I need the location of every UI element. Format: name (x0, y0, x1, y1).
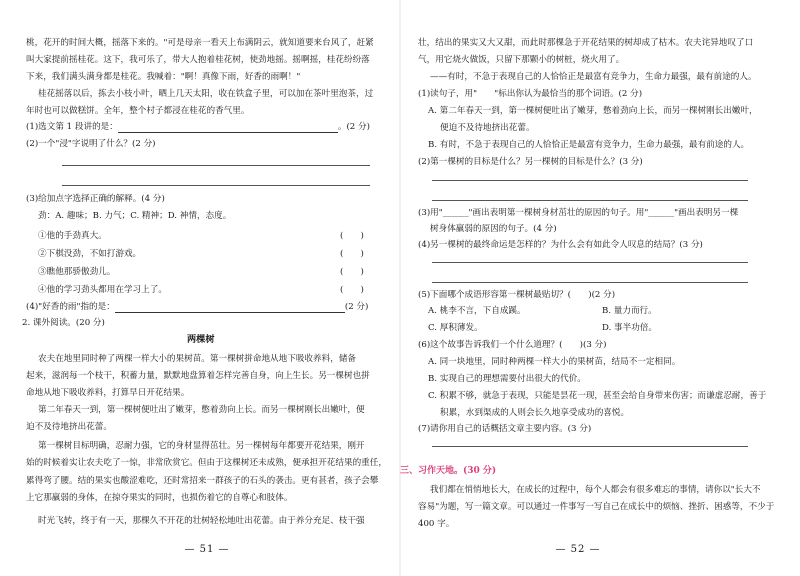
story-line: 累得弯了腰。结的果实也酸涩难吃，还时常招来一群孩子的石头的袭击。更有甚者，孩子会攀 (26, 476, 379, 486)
answer-line[interactable] (62, 185, 370, 186)
q6-option: 积累，水到渠成的人则会长久地享受成功的喜悦。 (440, 408, 630, 418)
story-line: 壮，结出的果实又大又甜，而此时那棵急于开花结果的树却成了枯木。农夫诧异地叹了口 (418, 38, 754, 48)
text-line: 年时也可以做糕饼。全年，整个村子都浸在桂花的香气里。 (26, 106, 250, 116)
question-4: (4)"好香的雨"指的是： (2 分) (26, 302, 369, 312)
text-line: 桂花摇落以后，拣去小枝小叶，晒上几天太阳，收在铁盒子里，可以加在茶叶里泡茶，过 (38, 89, 374, 99)
answer-line[interactable] (432, 262, 748, 263)
page-number: — 51 — (184, 544, 230, 555)
answer-line[interactable] (432, 282, 748, 283)
q6-option[interactable]: C. 积累不够，就急于表现，只能是昙花一现，甚至会给自身带来伤害；而谦虚忍耐，善于 (428, 391, 767, 401)
question-5: (5)下面哪个成语形容第一棵树最贴切？( )(2 分) (418, 290, 616, 300)
story-line: 农夫在地里同时种了两棵一样大小的果树苗。第一棵树拼命地从地下吸收养料，储备 (38, 354, 356, 364)
answer-paren[interactable]: ( ) (340, 285, 364, 295)
answer-line[interactable] (62, 165, 370, 166)
page-gutter (399, 0, 401, 576)
question-2: (2)一个"浸"字说明了什么？(2 分) (26, 139, 156, 149)
question-1: (1)选文第 1 段讲的是： 。(2 分) (26, 122, 370, 132)
q5-option[interactable]: A. 桃李不言，下自成蹊。 (428, 306, 526, 316)
answer-paren[interactable]: ( ) (340, 249, 364, 259)
story-title: 两棵树 (187, 334, 215, 345)
part-2-heading: 2. 课外阅读。(20 分) (22, 318, 105, 328)
story-line: 第二年春天一到，第一棵树便吐出了嫩芽，憋着劲向上长。而另一棵树刚长出嫩叶，便 (38, 405, 365, 415)
q6-option[interactable]: B. 实现自己的理想需要付出很大的代价。 (428, 374, 586, 384)
page-52 (400, 0, 788, 576)
q5-option[interactable]: C. 厚积薄发。 (428, 323, 483, 333)
text-line: 桃，花开的时间大概，摇落下来的。"可是母亲一看天上布满阴云，就知道要来台风了，赶紧 (26, 38, 374, 48)
question-7: (7)请你用自己的话概括文章主要内容。(3 分) (418, 424, 592, 434)
q1-option-b: B. 有时，不急于表现自己的人恰恰正是最富有竞争力，生命力最强，最有前途的人。 (428, 140, 750, 150)
story-line: 起来，滋润每一个枝干，积蓄力量，默默地盘算着怎样完善自身，向上生长。另一棵树也拼 (26, 371, 370, 381)
text-line: 叫大家提前摇桂花。这下，我可乐了，带大人抱着桂花树，使劲地摇。摇啊摇，桂花纷纷落 (26, 55, 370, 65)
q5-option[interactable]: B. 量力而行。 (602, 306, 657, 316)
q1-option-a: A. 第二年春天一到，第一棵树便吐出了嫩芽，憋着劲向上长，而另一棵树刚长出嫩叶， (428, 106, 758, 116)
story-line: ——有时，不急于表现自己的人恰恰正是最富有竞争力，生命力最强，最有前途的人。 (430, 72, 757, 82)
question-3: 树身体羸弱的原因的句子。(4 分) (430, 224, 557, 234)
q5-option[interactable]: D. 事半功倍。 (602, 323, 658, 333)
essay-prompt: 400 字。 (418, 519, 455, 529)
page-number: — 52 — (555, 544, 601, 555)
essay-prompt: 容易"为题，写一篇文章。可以通过一件事写一写自己在成长中的烦恼、挫折、困惑等，不少于 (418, 502, 775, 512)
question-2: (2)第一棵树的目标是什么？另一棵树的目标是什么？(3 分) (418, 157, 643, 167)
story-line: 命地从地下吸收养料，打算早日开花结果。 (26, 388, 190, 398)
story-line: 气，用它烧火做饭，只留下那颗小的树桩，烧火用了。 (418, 55, 625, 65)
answer-line[interactable] (432, 446, 748, 447)
q3-item: ②下棋没劲，不如打游戏。 (38, 249, 142, 259)
part-3-heading: 三、习作天地。(30 分) (400, 466, 497, 476)
story-line: 时光飞转，终于有一天，那棵久不开花的壮树轻松地吐出花蕾。由于养分充足、枝干强 (38, 516, 365, 526)
page-51 (22, 0, 392, 576)
q3-item: ④他的学习劲头都用在学习上了。 (38, 285, 167, 295)
question-3: (3)给加点字选择正确的解释。(4 分) (26, 194, 165, 204)
question-3: (3)用"______"画出表明第一棵树身材茁壮的原因的句子。用"______"画出表明另一棵 (418, 208, 739, 218)
question-1: (1)读句子，用" "标出你认为最恰当的那个词语。(2 分) (418, 89, 643, 99)
q6-option[interactable]: A. 同一块地里，同时种两棵一样大小的果树苗，结局不一定相同。 (428, 357, 681, 367)
story-line: 上它那羸弱的身体，在掠夺果实的同时，也损伤着它的自尊心和肢体。 (26, 493, 293, 503)
essay-prompt: 我们都在悄悄地长大，在成长的过程中，每个人都会有很多难忘的事情，请你以"长大不 (430, 485, 761, 495)
story-line: 第一棵树目标明确，忍耐力强，它的身材显得茁壮。另一棵树每年都要开花结果，刚开 (38, 441, 365, 451)
answer-line[interactable] (432, 180, 748, 181)
q3-item: ①他的手劲真大。 (38, 231, 107, 241)
options-text: 劲：A. 趣味；B. 力气；C. 精神；D. 神情，态度。 (38, 211, 232, 221)
question-4: (4)另一棵树的最终命运是怎样的？为什么会有如此令人叹息的结局？(3 分) (418, 240, 703, 250)
question-6: (6)这个故事告诉我们一个什么道理？( )(3 分) (418, 340, 607, 350)
story-line: 迫不及待地挤出花蕾。 (26, 422, 112, 432)
q3-item: ③瞧他那骄傲劲儿。 (38, 267, 116, 277)
answer-line[interactable] (432, 200, 748, 201)
answer-paren[interactable]: ( ) (340, 267, 364, 277)
text-line: 下来，我们满头满身都是桂花。我喊着："啊！真像下雨，好香的雨啊！" (26, 72, 301, 82)
q1-option-a: 便迫不及待地挤出花蕾。 (440, 123, 535, 133)
story-line: 始的时候着实让农夫吃了一惊，非常欣赏它。但由于这棵树还未成熟，便承担开花结果的重任， (26, 458, 387, 468)
answer-paren[interactable]: ( ) (340, 231, 364, 241)
